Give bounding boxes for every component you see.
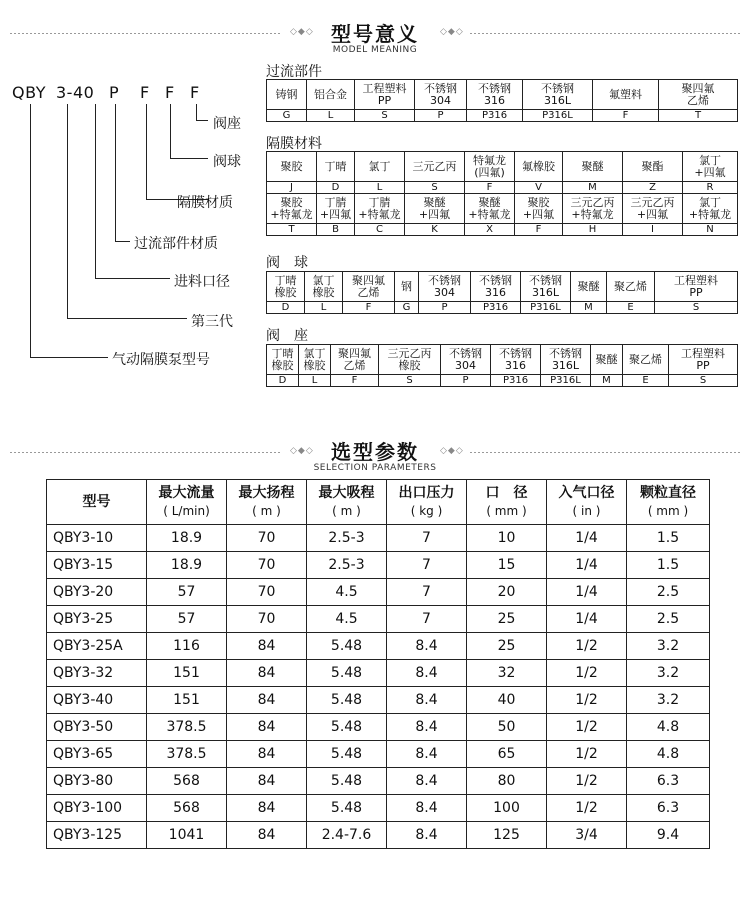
cell-suction: 2.5-3 (307, 525, 387, 552)
cell-pressure: 8.4 (387, 633, 467, 660)
ball-code: L (305, 302, 343, 314)
bracket-series (30, 104, 108, 358)
cell-air-inlet: 1/2 (547, 660, 627, 687)
label-diaphragm: 隔膜材质 (177, 195, 233, 211)
cell-head: 84 (227, 714, 307, 741)
table-row (47, 525, 710, 552)
seat-code: F (331, 375, 379, 387)
diaphragm-code: T (267, 224, 317, 236)
cell-suction: 5.48 (307, 660, 387, 687)
cell-flow: 18.9 (147, 552, 227, 579)
seat-table (266, 344, 738, 387)
table-row (47, 633, 710, 660)
header-unit: ( m ) (252, 504, 281, 518)
code-part-diaphragm: F (140, 83, 150, 102)
cell-suction: 5.48 (307, 768, 387, 795)
cell-flow: 1041 (147, 822, 227, 849)
cell-pressure: 8.4 (387, 660, 467, 687)
diaphragm-code: Z (623, 182, 683, 194)
cell-flow: 116 (147, 633, 227, 660)
diamond-ornament-right: ◇◆◇ (440, 446, 464, 456)
cell-model: QBY3-25A (47, 633, 147, 660)
code-part-series: QBY (12, 83, 46, 102)
seat-name: 聚乙烯 (623, 345, 669, 375)
header-pressure (387, 480, 467, 525)
selection-heading (0, 436, 750, 473)
cell-suction: 5.48 (307, 687, 387, 714)
diaphragm-name: 聚胶 +四氟 (515, 194, 563, 224)
cell-particle: 3.2 (627, 687, 710, 714)
cell-port: 15 (467, 552, 547, 579)
ball-code: D (267, 302, 305, 314)
table-row (47, 741, 710, 768)
cell-air-inlet: 1/4 (547, 606, 627, 633)
diaphragm-name: 聚胶 (267, 152, 317, 182)
cell-particle: 1.5 (627, 552, 710, 579)
cell-air-inlet: 3/4 (547, 822, 627, 849)
diaphragm-code: M (563, 182, 623, 194)
cell-head: 84 (227, 660, 307, 687)
diamond-ornament-right: ◇◆◇ (440, 27, 464, 37)
wetted-code: P316 (467, 110, 523, 122)
header-name: 口 径 (485, 485, 528, 501)
seat-code: L (299, 375, 331, 387)
cell-port: 10 (467, 525, 547, 552)
code-part-size: 3-40 (56, 83, 95, 102)
cell-head: 84 (227, 687, 307, 714)
header-unit: ( L/min) (163, 504, 210, 518)
header-flow (147, 480, 227, 525)
wetted-code: S (355, 110, 415, 122)
ball-name: 不锈钢 316 (471, 272, 521, 302)
diaphragm-name: 丁腈 +特氟龙 (355, 194, 405, 224)
model-meaning-subtitle: MODEL MEANING (332, 45, 418, 55)
code-part-ball: F (165, 83, 175, 102)
diaphragm-name: 丁腈 +四氟 (317, 194, 355, 224)
cell-suction: 4.5 (307, 579, 387, 606)
wetted-name: 不锈钢 304 (415, 80, 467, 110)
cell-model: QBY3-32 (47, 660, 147, 687)
table-row (47, 714, 710, 741)
ball-code: P316 (471, 302, 521, 314)
diamond-ornament-left: ◇◆◇ (290, 446, 314, 456)
header-name: 型号 (82, 494, 111, 510)
seat-name: 三元乙丙 橡胶 (379, 345, 441, 375)
diaphragm-table (266, 151, 738, 236)
cell-pressure: 8.4 (387, 822, 467, 849)
diaphragm-code: F (465, 182, 515, 194)
code-part-seat: F (190, 83, 200, 102)
wetted-name: 不锈钢 316L (523, 80, 593, 110)
cell-suction: 5.48 (307, 714, 387, 741)
diaphragm-name: 丁晴 (317, 152, 355, 182)
model-meaning-title: 型号意义 (331, 22, 419, 46)
header-row (47, 480, 710, 525)
diaphragm-code: H (563, 224, 623, 236)
cell-pressure: 8.4 (387, 768, 467, 795)
cell-flow: 568 (147, 795, 227, 822)
wetted-name: 氟塑料 (593, 80, 659, 110)
cell-head: 70 (227, 552, 307, 579)
cell-particle: 9.4 (627, 822, 710, 849)
cell-port: 80 (467, 768, 547, 795)
cell-flow: 378.5 (147, 741, 227, 768)
header-name: 出口压力 (398, 485, 455, 501)
cell-model: QBY3-65 (47, 741, 147, 768)
cell-port: 25 (467, 606, 547, 633)
wetted-code: L (307, 110, 355, 122)
header-name: 最大扬程 (238, 485, 295, 501)
seat-code: M (591, 375, 623, 387)
cell-flow: 57 (147, 606, 227, 633)
header-air-inlet (547, 480, 627, 525)
cell-model: QBY3-125 (47, 822, 147, 849)
header-suction (307, 480, 387, 525)
header-model (47, 480, 147, 525)
cell-air-inlet: 1/4 (547, 579, 627, 606)
cell-air-inlet: 1/2 (547, 768, 627, 795)
seat-code: P (441, 375, 491, 387)
header-name: 最大吸程 (318, 485, 375, 501)
diaphragm-name: 三元乙丙 +四氟 (623, 194, 683, 224)
ball-code: S (655, 302, 738, 314)
wetted-title: 过流部件 (266, 64, 322, 80)
diamond-ornament-left: ◇◆◇ (290, 27, 314, 37)
ball-name: 聚四氟 乙烯 (343, 272, 395, 302)
cell-pressure: 7 (387, 525, 467, 552)
diaphragm-name: 三元乙丙 (405, 152, 465, 182)
seat-code: D (267, 375, 299, 387)
cell-flow: 568 (147, 768, 227, 795)
ball-name: 不锈钢 316L (521, 272, 571, 302)
cell-particle: 4.8 (627, 741, 710, 768)
header-unit: ( m ) (332, 504, 361, 518)
cell-flow: 57 (147, 579, 227, 606)
cell-suction: 5.48 (307, 633, 387, 660)
diaphragm-name: 氯丁 +四氟 (683, 152, 738, 182)
header-unit: ( kg ) (410, 504, 443, 518)
cell-suction: 2.5-3 (307, 552, 387, 579)
header-name: 颗粒直径 (640, 485, 696, 501)
ball-name: 聚乙烯 (607, 272, 655, 302)
cell-model: QBY3-15 (47, 552, 147, 579)
cell-flow: 151 (147, 660, 227, 687)
cell-head: 84 (227, 633, 307, 660)
cell-port: 50 (467, 714, 547, 741)
cell-particle: 2.5 (627, 606, 710, 633)
diaphragm-code: I (623, 224, 683, 236)
table-row (47, 552, 710, 579)
ball-name: 氯丁 橡胶 (305, 272, 343, 302)
diaphragm-code: B (317, 224, 355, 236)
diaphragm-name: 聚醚 (563, 152, 623, 182)
header-unit: ( mm ) (486, 504, 527, 518)
wetted-code: G (267, 110, 307, 122)
label-size: 进料口径 (174, 274, 230, 290)
diaphragm-name: 氯丁 (355, 152, 405, 182)
diaphragm-code: L (355, 182, 405, 194)
cell-air-inlet: 1/2 (547, 741, 627, 768)
cell-model: QBY3-20 (47, 579, 147, 606)
header-particle (627, 480, 710, 525)
cell-suction: 5.48 (307, 795, 387, 822)
diaphragm-name: 聚酯 (623, 152, 683, 182)
ball-name: 丁晴 橡胶 (267, 272, 305, 302)
diaphragm-code: V (515, 182, 563, 194)
ball-code: P316L (521, 302, 571, 314)
seat-name: 工程塑料 PP (669, 345, 738, 375)
ball-code: M (571, 302, 607, 314)
label-series: 气动隔膜泵型号 (112, 352, 210, 368)
wetted-name: 工程塑料 PP (355, 80, 415, 110)
cell-pressure: 8.4 (387, 741, 467, 768)
ball-name: 钢 (395, 272, 419, 302)
cell-suction: 5.48 (307, 741, 387, 768)
wetted-code: F (593, 110, 659, 122)
wetted-code: P316L (523, 110, 593, 122)
cell-suction: 4.5 (307, 606, 387, 633)
diaphragm-code: C (355, 224, 405, 236)
ball-code: P (419, 302, 471, 314)
ball-code: E (607, 302, 655, 314)
cell-particle: 6.3 (627, 768, 710, 795)
table-row (47, 606, 710, 633)
cell-port: 20 (467, 579, 547, 606)
diaphragm-code: N (683, 224, 738, 236)
selection-title: 选型参数 (331, 440, 419, 464)
cell-air-inlet: 1/2 (547, 633, 627, 660)
cell-head: 84 (227, 768, 307, 795)
diaphragm-code: J (267, 182, 317, 194)
seat-code: P316 (491, 375, 541, 387)
wetted-name: 铸钢 (267, 80, 307, 110)
table-row (47, 660, 710, 687)
model-meaning-heading (0, 18, 750, 55)
diaphragm-name: 三元乙丙 +特氟龙 (563, 194, 623, 224)
diaphragm-code: X (465, 224, 515, 236)
seat-code: E (623, 375, 669, 387)
cell-head: 84 (227, 822, 307, 849)
cell-model: QBY3-40 (47, 687, 147, 714)
cell-port: 25 (467, 633, 547, 660)
diaphragm-title: 隔膜材料 (266, 136, 322, 152)
diaphragm-name: 氯丁 +特氟龙 (683, 194, 738, 224)
cell-model: QBY3-50 (47, 714, 147, 741)
diaphragm-name: 特氟龙 (四氟) (465, 152, 515, 182)
cell-port: 65 (467, 741, 547, 768)
cell-flow: 378.5 (147, 714, 227, 741)
cell-model: QBY3-10 (47, 525, 147, 552)
cell-suction: 2.4-7.6 (307, 822, 387, 849)
cell-air-inlet: 1/4 (547, 525, 627, 552)
cell-pressure: 8.4 (387, 687, 467, 714)
seat-title: 阀 座 (266, 328, 308, 344)
seat-name: 丁晴 橡胶 (267, 345, 299, 375)
cell-pressure: 8.4 (387, 714, 467, 741)
seat-name: 不锈钢 316 (491, 345, 541, 375)
selection-subtitle: SELECTION PARAMETERS (313, 463, 437, 473)
cell-particle: 3.2 (627, 660, 710, 687)
diaphragm-name: 聚胶 +特氟龙 (267, 194, 317, 224)
cell-pressure: 7 (387, 606, 467, 633)
header-unit: ( in ) (572, 504, 601, 518)
cell-head: 70 (227, 579, 307, 606)
cell-port: 125 (467, 822, 547, 849)
cell-particle: 2.5 (627, 579, 710, 606)
seat-name: 不锈钢 304 (441, 345, 491, 375)
cell-port: 32 (467, 660, 547, 687)
wetted-name: 不锈钢 316 (467, 80, 523, 110)
label-seat: 阀座 (213, 116, 241, 132)
ball-name: 聚醚 (571, 272, 607, 302)
cell-air-inlet: 1/4 (547, 552, 627, 579)
diaphragm-name: 氟橡胶 (515, 152, 563, 182)
cell-model: QBY3-100 (47, 795, 147, 822)
cell-pressure: 7 (387, 579, 467, 606)
cell-port: 40 (467, 687, 547, 714)
cell-head: 84 (227, 795, 307, 822)
cell-head: 70 (227, 525, 307, 552)
cell-air-inlet: 1/2 (547, 795, 627, 822)
wetted-code: P (415, 110, 467, 122)
wetted-name: 聚四氟 乙烯 (659, 80, 738, 110)
diaphragm-code: D (317, 182, 355, 194)
header-head (227, 480, 307, 525)
cell-particle: 4.8 (627, 714, 710, 741)
cell-flow: 18.9 (147, 525, 227, 552)
diaphragm-name: 聚醚 +特氟龙 (465, 194, 515, 224)
wetted-code: T (659, 110, 738, 122)
selection-table (46, 479, 710, 849)
code-part-wetted: P (109, 83, 120, 102)
cell-particle: 3.2 (627, 633, 710, 660)
ball-code: G (395, 302, 419, 314)
ball-code: F (343, 302, 395, 314)
label-wetted: 过流部件材质 (134, 236, 218, 252)
diaphragm-code: R (683, 182, 738, 194)
cell-model: QBY3-80 (47, 768, 147, 795)
header-name: 入气口径 (558, 485, 615, 501)
seat-name: 氯丁 橡胶 (299, 345, 331, 375)
diaphragm-code: S (405, 182, 465, 194)
header-port (467, 480, 547, 525)
ball-table (266, 271, 738, 314)
seat-code: P316L (541, 375, 591, 387)
wetted-name: 铝合金 (307, 80, 355, 110)
ball-name: 不锈钢 304 (419, 272, 471, 302)
wetted-table (266, 79, 738, 122)
cell-pressure: 7 (387, 552, 467, 579)
cell-head: 70 (227, 606, 307, 633)
cell-flow: 151 (147, 687, 227, 714)
diaphragm-code: K (405, 224, 465, 236)
cell-pressure: 8.4 (387, 795, 467, 822)
cell-head: 84 (227, 741, 307, 768)
diaphragm-name: 聚醚 +四氟 (405, 194, 465, 224)
table-row (47, 795, 710, 822)
seat-code: S (669, 375, 738, 387)
table-row (47, 579, 710, 606)
table-row (47, 768, 710, 795)
cell-model: QBY3-25 (47, 606, 147, 633)
seat-name: 聚四氟 乙烯 (331, 345, 379, 375)
label-generation: 第三代 (191, 314, 233, 330)
diaphragm-code: F (515, 224, 563, 236)
cell-particle: 1.5 (627, 525, 710, 552)
header-name: 最大流量 (158, 485, 215, 501)
header-unit: ( mm ) (647, 504, 689, 518)
label-ball: 阀球 (213, 154, 241, 170)
ball-name: 工程塑料 PP (655, 272, 738, 302)
cell-air-inlet: 1/2 (547, 687, 627, 714)
seat-code: S (379, 375, 441, 387)
cell-air-inlet: 1/2 (547, 714, 627, 741)
cell-particle: 6.3 (627, 795, 710, 822)
cell-port: 100 (467, 795, 547, 822)
table-row (47, 687, 710, 714)
table-row (47, 822, 710, 849)
ball-title: 阀 球 (266, 255, 308, 271)
seat-name: 不锈钢 316L (541, 345, 591, 375)
seat-name: 聚醚 (591, 345, 623, 375)
